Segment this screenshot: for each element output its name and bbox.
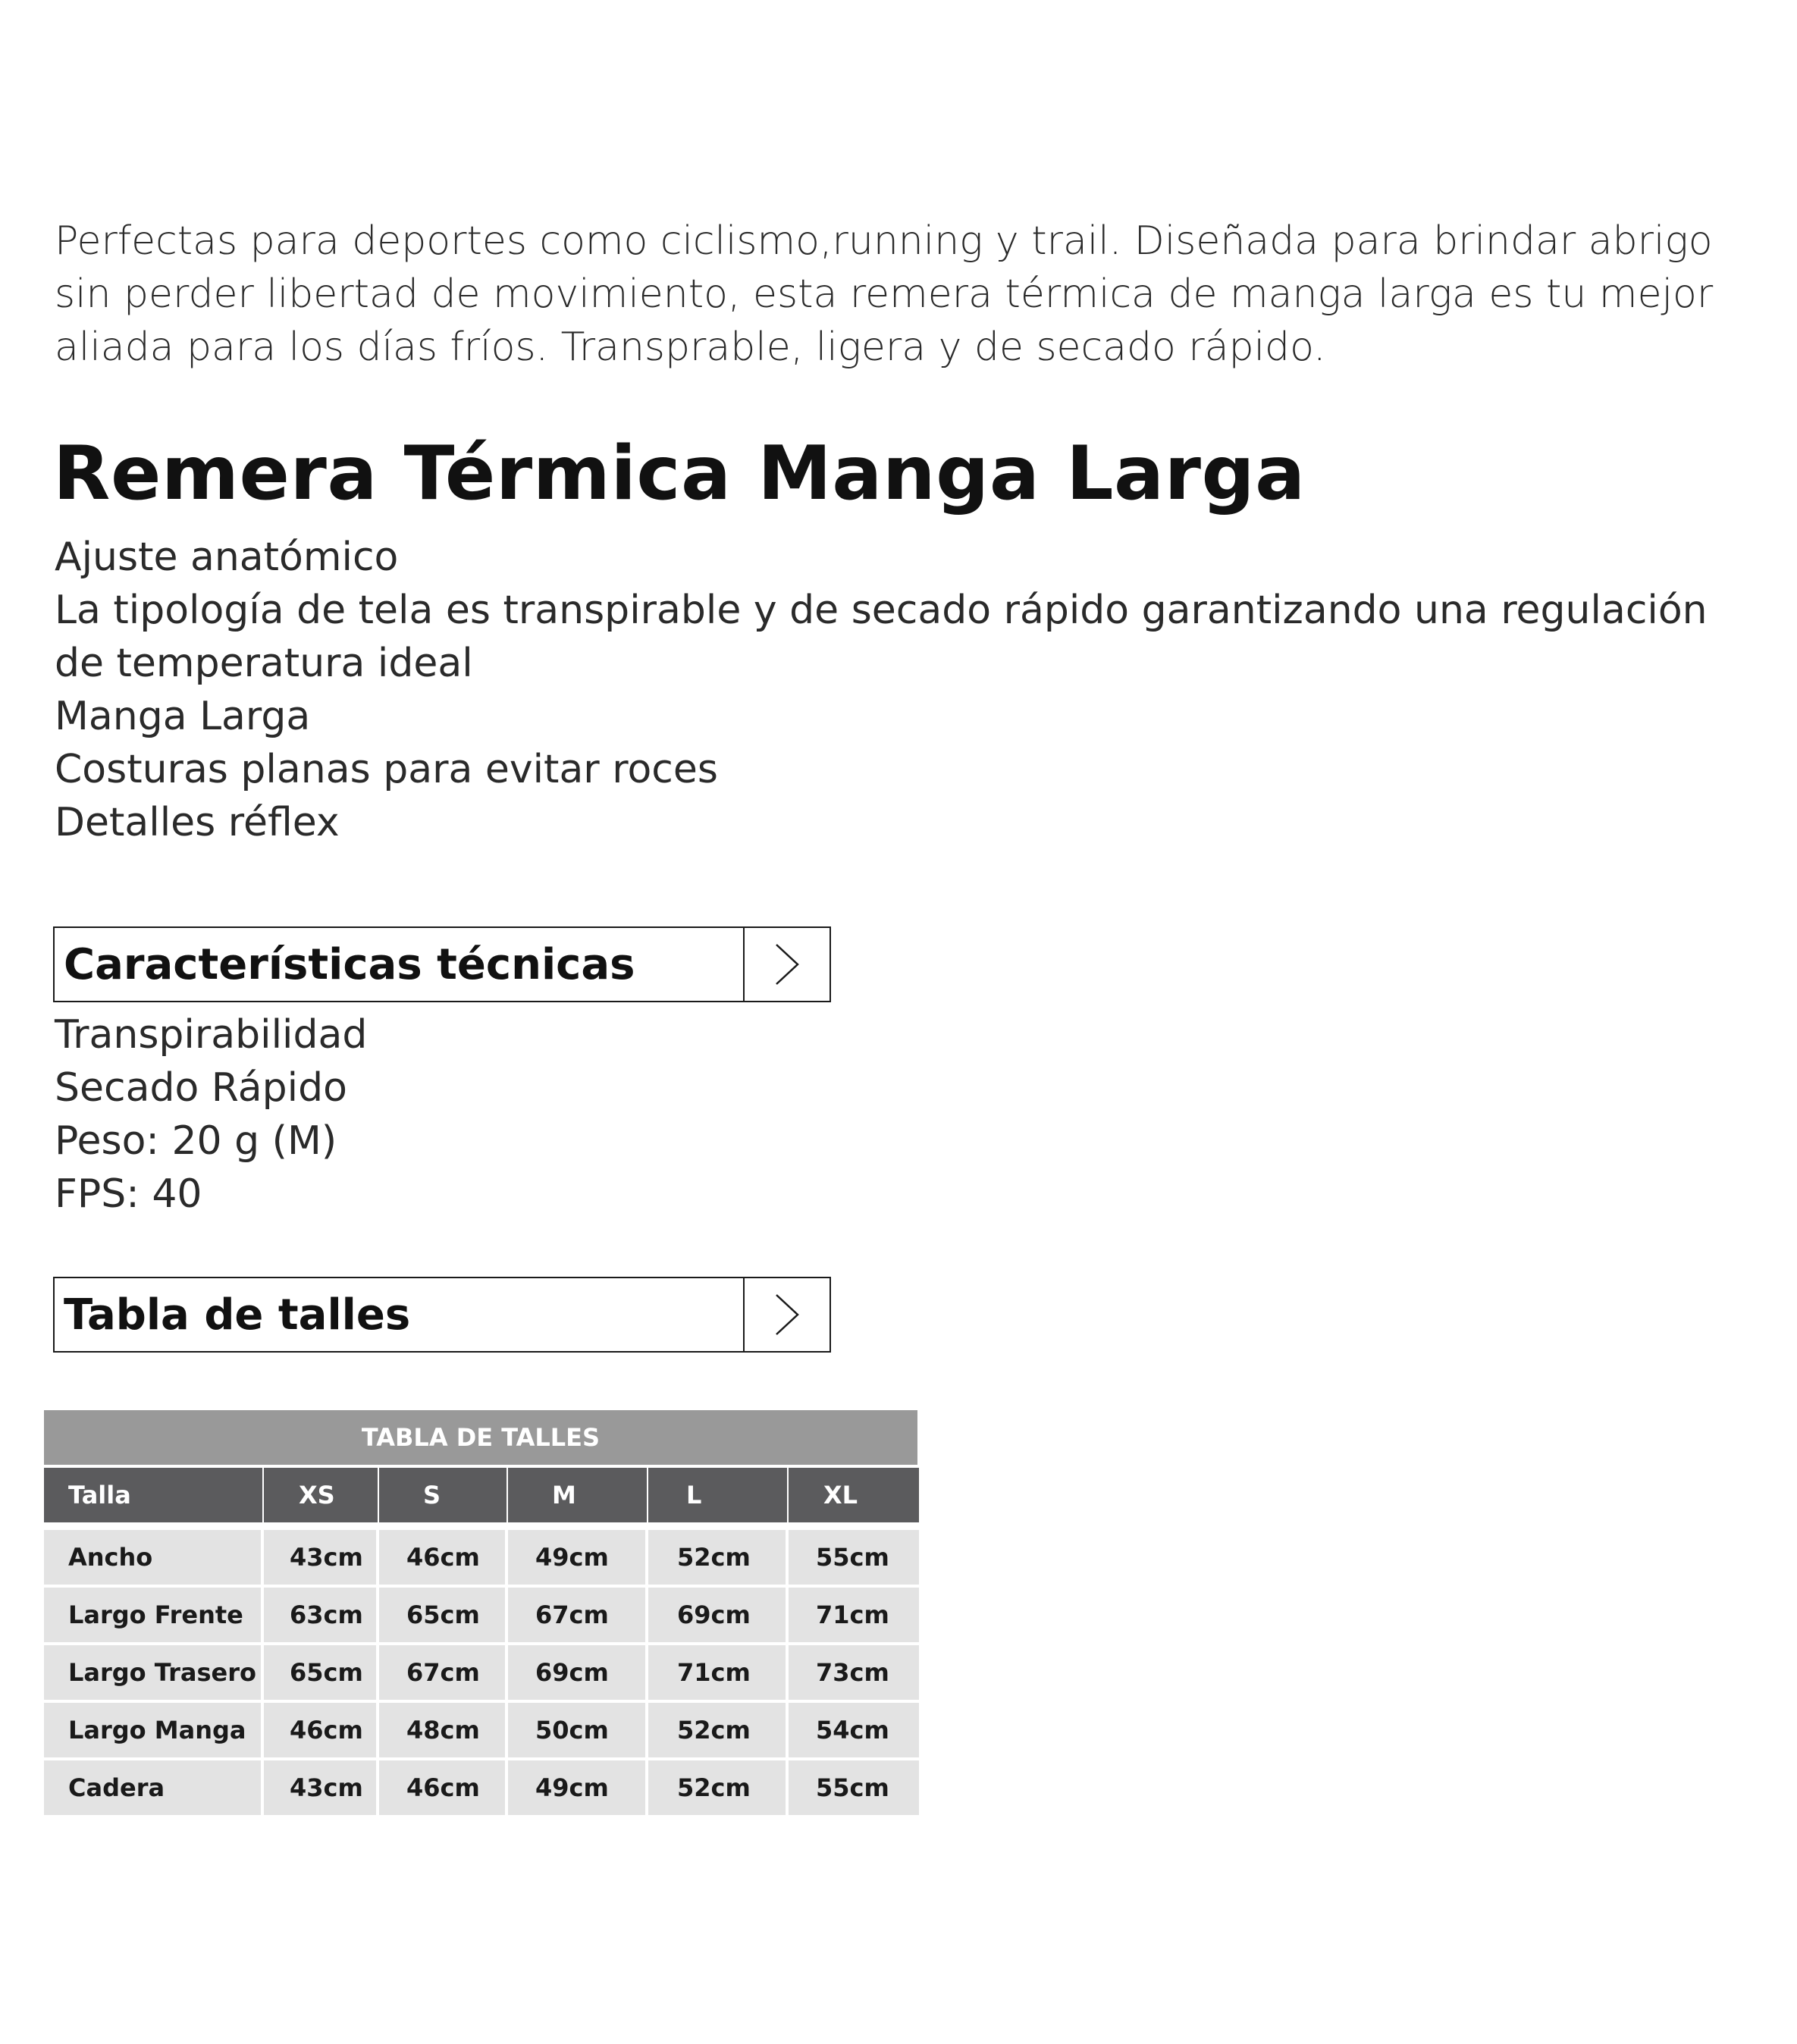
table-row bbox=[44, 1588, 919, 1642]
header-cell: L bbox=[648, 1468, 789, 1522]
table-cell: 71cm bbox=[648, 1645, 789, 1700]
feature-item: La tipología de tela es transpirable y de secado rápido garantizando una regulación de temperatura ideal bbox=[55, 588, 1708, 686]
row-label: Largo Frente bbox=[44, 1588, 264, 1642]
feature-item: Costuras planas para evitar roces bbox=[55, 747, 718, 792]
row-label: Cadera bbox=[44, 1760, 264, 1815]
chevron-right-icon bbox=[772, 1292, 802, 1337]
table-cell: 54cm bbox=[789, 1703, 919, 1757]
tech-specs-toggle-button[interactable] bbox=[743, 928, 830, 1001]
table-cell: 48cm bbox=[379, 1703, 508, 1757]
table-cell: 43cm bbox=[264, 1760, 379, 1815]
row-label: Largo Manga bbox=[44, 1703, 264, 1757]
table-cell: 63cm bbox=[264, 1588, 379, 1642]
header-cell: XS bbox=[264, 1468, 379, 1522]
header-cell: XL bbox=[823, 1481, 858, 1509]
size-table bbox=[44, 1410, 919, 1815]
table-cell: 55cm bbox=[789, 1760, 919, 1815]
product-title: Remera Térmica Manga Larga bbox=[53, 431, 1306, 517]
table-cell: 46cm bbox=[379, 1530, 508, 1585]
tech-specs-label: Características técnicas bbox=[64, 939, 635, 989]
header-cell: S bbox=[379, 1468, 508, 1522]
table-cell: 49cm bbox=[508, 1760, 648, 1815]
table-cell: 43cm bbox=[264, 1530, 379, 1585]
feature-item: Detalles réflex bbox=[55, 800, 340, 845]
table-cell: 65cm bbox=[264, 1645, 379, 1700]
table-cell: 69cm bbox=[508, 1645, 648, 1700]
table-cell: 65cm bbox=[379, 1588, 508, 1642]
table-cell: 52cm bbox=[648, 1760, 789, 1815]
table-cell: 52cm bbox=[648, 1703, 789, 1757]
tech-spec-item: FPS: 40 bbox=[55, 1171, 202, 1217]
tech-specs-accordion[interactable] bbox=[53, 926, 831, 1002]
table-cell: 67cm bbox=[508, 1588, 648, 1642]
table-cell: 50cm bbox=[508, 1703, 648, 1757]
table-spacer bbox=[44, 1522, 919, 1530]
chevron-right-icon bbox=[772, 942, 802, 987]
feature-list bbox=[55, 531, 1753, 849]
table-row bbox=[44, 1703, 919, 1757]
row-label: Ancho bbox=[44, 1530, 264, 1585]
table-row bbox=[44, 1645, 919, 1700]
table-cell: 46cm bbox=[379, 1760, 508, 1815]
size-table-title: TABLA DE TALLES bbox=[44, 1410, 917, 1465]
size-chart-toggle-button[interactable] bbox=[743, 1278, 830, 1351]
table-cell: 69cm bbox=[648, 1588, 789, 1642]
size-chart-accordion[interactable] bbox=[53, 1277, 831, 1353]
table-row bbox=[44, 1530, 919, 1585]
header-cell: Talla bbox=[44, 1468, 264, 1522]
feature-item: Manga Larga bbox=[55, 694, 311, 739]
table-row bbox=[44, 1760, 919, 1815]
table-cell: 49cm bbox=[508, 1530, 648, 1585]
tech-spec-item: Secado Rápido bbox=[55, 1065, 347, 1111]
header-cell: M bbox=[508, 1468, 648, 1522]
tech-spec-item: Peso: 20 g (M) bbox=[55, 1118, 337, 1164]
table-cell: 55cm bbox=[789, 1530, 919, 1585]
table-cell: 46cm bbox=[264, 1703, 379, 1757]
size-chart-label: Tabla de talles bbox=[64, 1290, 411, 1340]
table-cell: 73cm bbox=[789, 1645, 919, 1700]
intro-paragraph: Perfectas para deportes como ciclismo,running y trail. Diseñada para brindar abrigo sin perder libertad de movimiento, esta remera térmica de manga larga es tu mejor aliada para los días fríos. Transprable, ligera y de secado rápido. bbox=[55, 218, 1714, 370]
tech-spec-item: Transpirabilidad bbox=[55, 1012, 368, 1058]
table-cell: 52cm bbox=[648, 1530, 789, 1585]
table-cell: 71cm bbox=[789, 1588, 919, 1642]
row-label: Largo Trasero bbox=[44, 1645, 264, 1700]
feature-item: Ajuste anatómico bbox=[55, 535, 399, 580]
table-cell: 67cm bbox=[379, 1645, 508, 1700]
tech-specs-list bbox=[55, 1008, 367, 1221]
size-table-header bbox=[44, 1468, 919, 1522]
